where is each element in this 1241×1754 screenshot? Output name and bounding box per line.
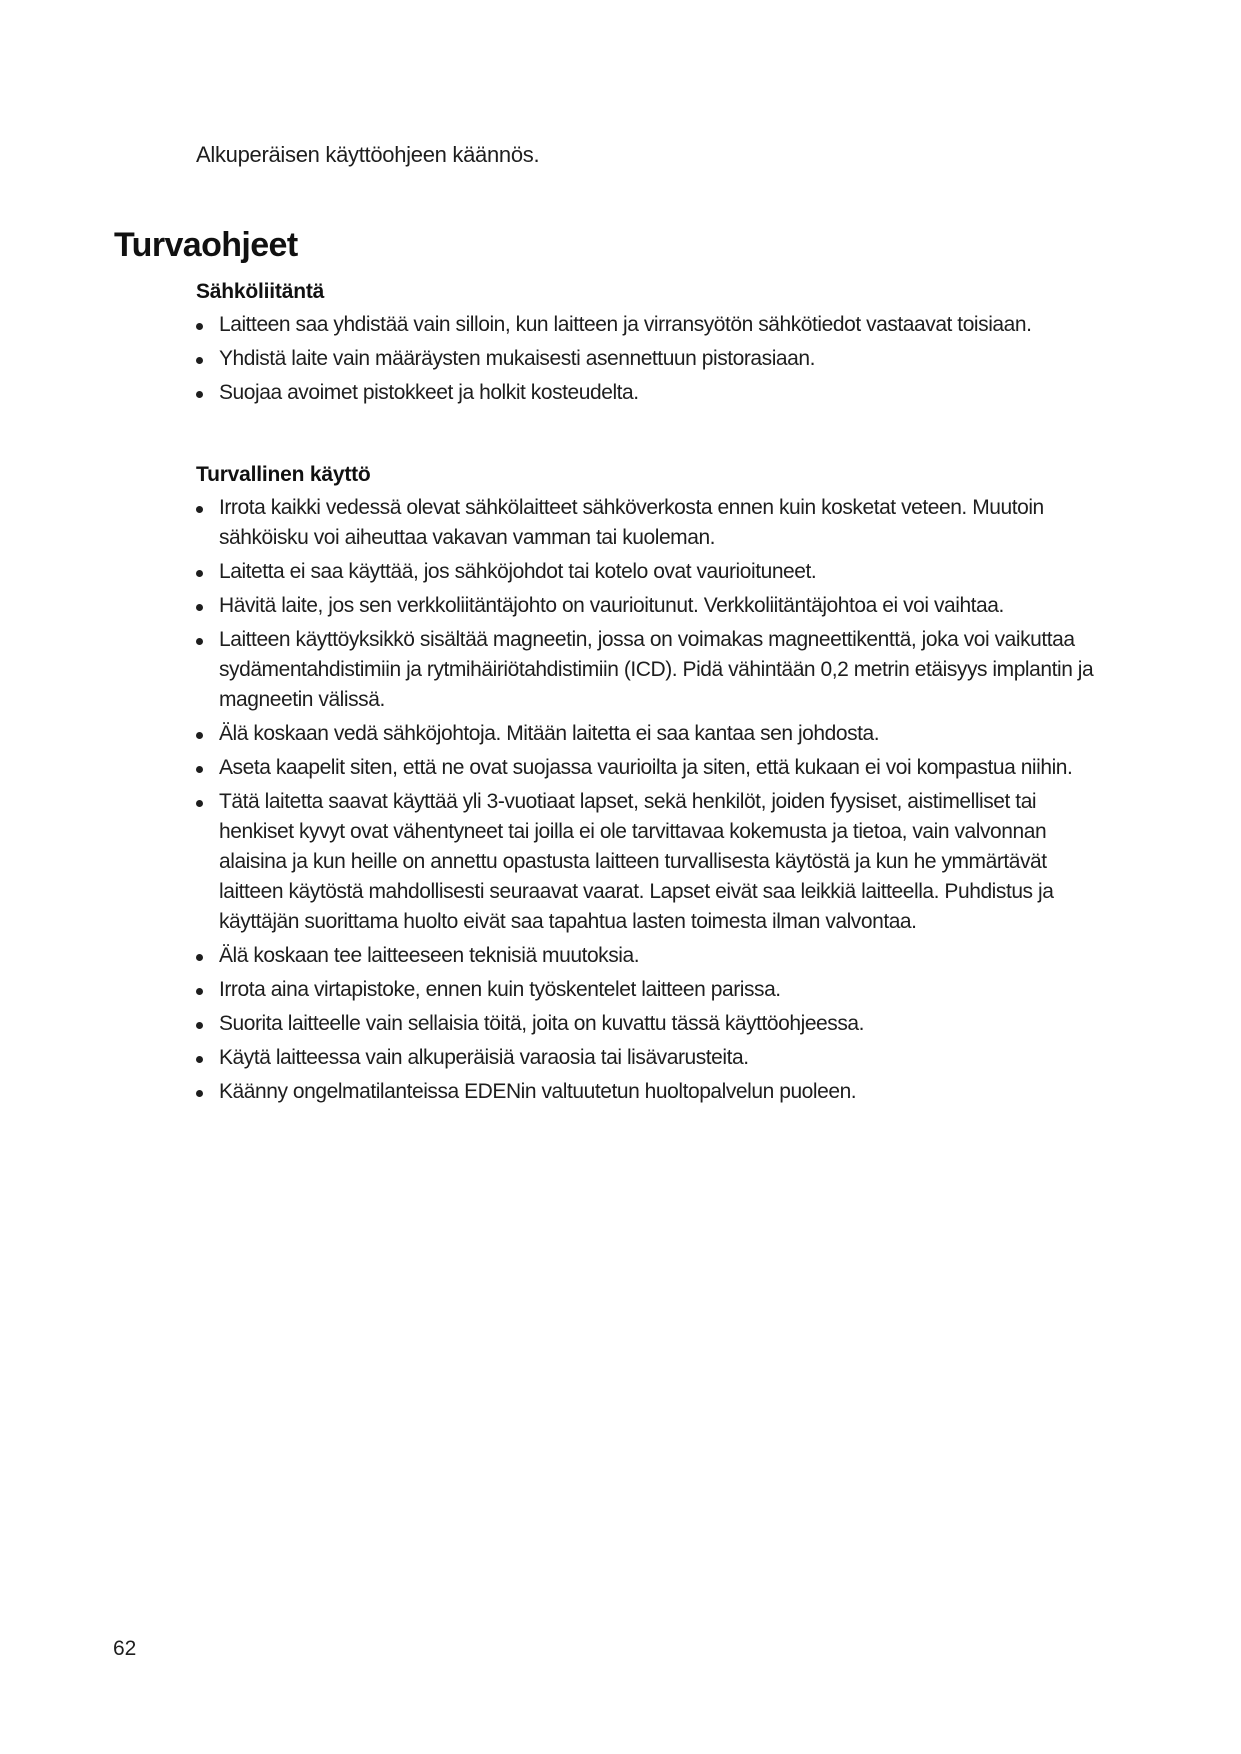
section-heading: Turvallinen käyttö <box>196 463 371 486</box>
list-item <box>196 1043 1116 1073</box>
page-number: 62 <box>113 1637 137 1660</box>
list-item <box>196 591 1116 621</box>
list-item-text: Älä koskaan tee laitteeseen teknisiä muutoksia. <box>219 944 640 967</box>
list-item-text: Tätä laitetta saavat käyttää yli 3-vuotiaat lapset, sekä henkilöt, joiden fyysiset, aistimelliset tai henkiset kyvyt ovat vähentyneet tai joilla ei ole tarvittavaa kokemusta ja tietoa, vain valvonnan alaisina ja kun heille on annettu opastusta laitteen turvallisesta käytöstä ja kun he ymmärtävät laitteen käytöstä mahdollisesti seuraavat vaarat. Lapset eivät saa leikkiä laitteella. Puhdistus ja käyttäjän suorittama huolto eivät saa tapahtua lasten toimesta ilman valvontaa. <box>219 790 1054 933</box>
bullet-icon <box>196 954 203 961</box>
list-item <box>196 1077 1116 1107</box>
list-item <box>196 310 1116 340</box>
list-item <box>196 941 1116 971</box>
bullet-icon <box>196 988 203 995</box>
section-heading: Sähköliitäntä <box>196 280 325 303</box>
list-item <box>196 719 1116 749</box>
bullet-icon <box>196 570 203 577</box>
bullet-icon <box>196 1056 203 1063</box>
bullet-icon <box>196 506 203 513</box>
list-item <box>196 753 1116 783</box>
list-item <box>196 1009 1116 1039</box>
bullet-icon <box>196 323 203 330</box>
bullet-icon <box>196 604 203 611</box>
list-item-text: Suorita laitteelle vain sellaisia töitä, joita on kuvattu tässä käyttöohjeessa. <box>219 1012 865 1035</box>
bullet-icon <box>196 1090 203 1097</box>
list-item <box>196 344 1116 374</box>
list-item <box>196 975 1116 1005</box>
list-item-text: Aseta kaapelit siten, että ne ovat suojassa vaurioilta ja siten, että kukaan ei voi kompastua niihin. <box>219 756 1073 779</box>
list-item-text: Hävitä laite, jos sen verkkoliitäntäjohto on vaurioitunut. Verkkoliitäntäjohtoa ei voi vaihtaa. <box>219 594 1004 617</box>
list-item <box>196 378 1116 408</box>
bullet-icon <box>196 766 203 773</box>
bullet-icon <box>196 391 203 398</box>
list-item <box>196 557 1116 587</box>
list-item-text: Irrota aina virtapistoke, ennen kuin työskentelet laitteen parissa. <box>219 978 781 1001</box>
list-item-text: Irrota kaikki vedessä olevat sähkölaitteet sähköverkosta ennen kuin kosketat veteen. Muutoin sähköisku voi aiheuttaa vakavan vamman tai kuoleman. <box>219 496 1044 549</box>
list-item-text: Käytä laitteessa vain alkuperäisiä varaosia tai lisävarusteita. <box>219 1046 749 1069</box>
bullet-icon <box>196 800 203 807</box>
list-item <box>196 493 1116 553</box>
list-item-text: Yhdistä laite vain määräysten mukaisesti asennettuun pistorasiaan. <box>219 347 815 370</box>
list-item-text: Laitetta ei saa käyttää, jos sähköjohdot tai kotelo ovat vaurioituneet. <box>219 560 817 583</box>
list-item-text: Suojaa avoimet pistokkeet ja holkit kosteudelta. <box>219 381 639 404</box>
bullet-list <box>196 310 1116 408</box>
list-item-text: Laitteen käyttöyksikkö sisältää magneetin, jossa on voimakas magneettikenttä, joka voi vaikuttaa sydämentahdistimiin ja rytmihäiriötahdistimiin (ICD). Pidä vähintään 0,2 metrin etäisyys implantin ja magneetin välissä. <box>219 628 1094 711</box>
list-item-text: Älä koskaan vedä sähköjohtoja. Mitään laitetta ei saa kantaa sen johdosta. <box>219 722 880 745</box>
bullet-icon <box>196 1022 203 1029</box>
list-item <box>196 787 1116 937</box>
bullet-icon <box>196 638 203 645</box>
section-electrical-connection <box>196 280 1116 412</box>
section-safe-use <box>196 463 1116 1111</box>
list-item-text: Laitteen saa yhdistää vain silloin, kun laitteen ja virransyötön sähkötiedot vastaavat toisiaan. <box>219 313 1032 336</box>
translation-note: Alkuperäisen käyttöohjeen käännös. <box>196 142 540 167</box>
list-item-text: Käänny ongelmatilanteissa EDENin valtuutetun huoltopalvelun puoleen. <box>219 1080 857 1103</box>
page-title: Turvaohjeet <box>114 226 298 264</box>
bullet-list <box>196 493 1116 1107</box>
bullet-icon <box>196 732 203 739</box>
list-item <box>196 625 1116 715</box>
bullet-icon <box>196 357 203 364</box>
